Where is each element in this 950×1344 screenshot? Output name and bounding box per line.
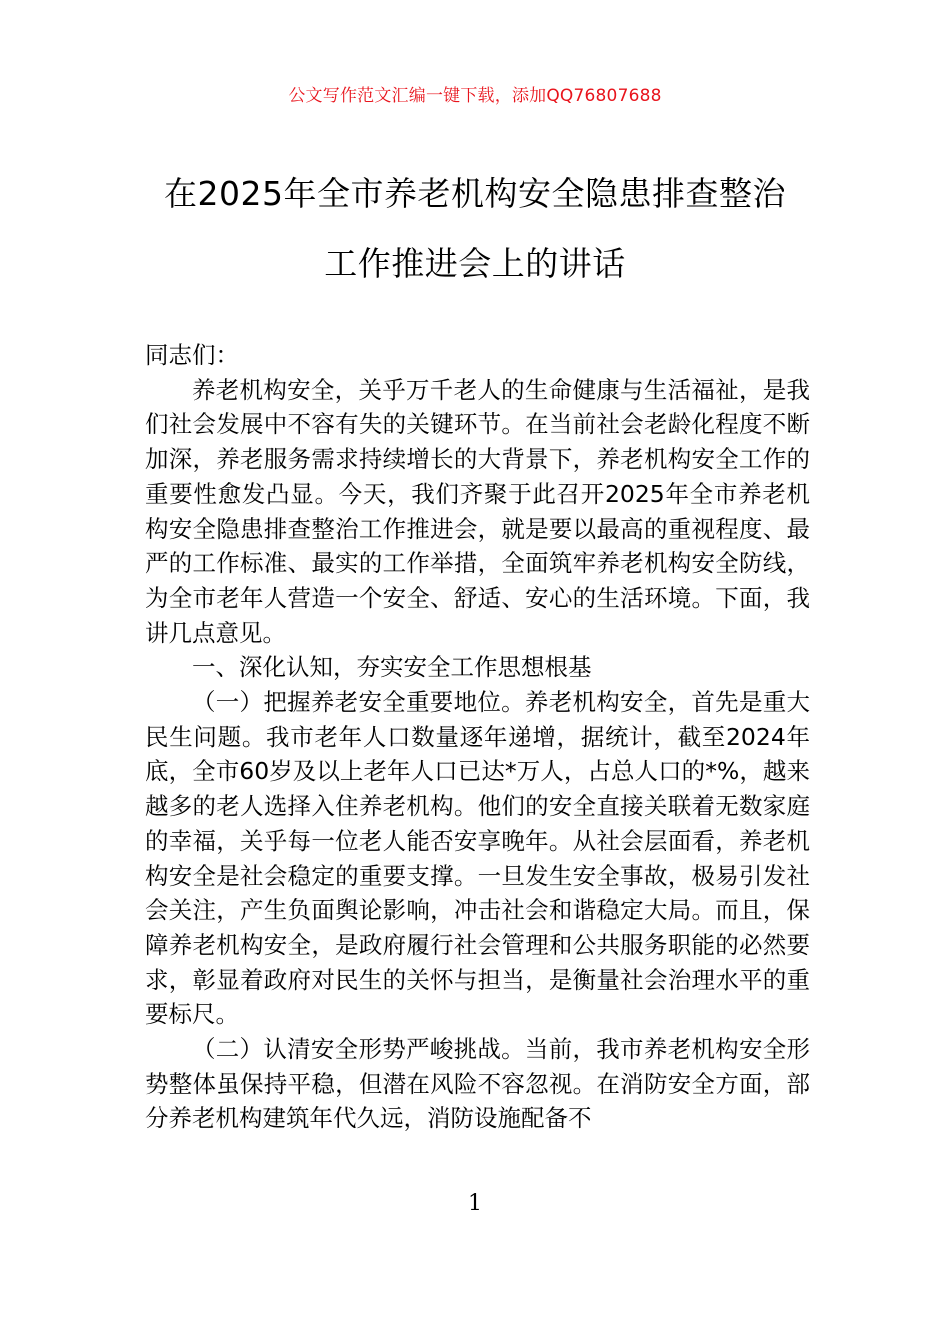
document-title-line-1: 在2025年全市养老机构安全隐患排查整治: [164, 174, 786, 213]
page-number: 1: [468, 1191, 482, 1216]
paragraph-subsection-1: （一）把握养老安全重要地位。养老机构安全，首先是重大民生问题。我市老年人口数量逐年递增，据统计，截至2024年底，全市60岁及以上老年人口已达*万人，占总人口的*%，越来越多的老人选择入住养老机构。他们的安全直接关联着无数家庭的幸福，关乎每一位老人能否安享晚年。从社会层面看，养老机构安全是社会稳定的重要支撑。一旦发生安全事故，极易引发社会关注，产生负面舆论影响，冲击社会和谐稳定大局。而且，保障养老机构安全，是政府履行社会管理和公共服务职能的必然要求，彰显着政府对民生的关怀与担当，是衡量社会治理水平的重要标尺。: [145, 688, 810, 1029]
paragraph-subsection-2: （二）认清安全形势严峻挑战。当前，我市养老机构安全形势整体虽保持平稳，但潜在风险不容忽视。在消防安全方面，部分养老机构建筑年代久远，消防设施配备不: [145, 1035, 810, 1133]
promo-header-text: 公文写作范文汇编一键下载，添加QQ76807688: [288, 86, 662, 106]
document-body: [145, 338, 810, 1136]
salutation: 同志们：: [145, 341, 239, 369]
document-title-line-2: 工作推进会上的讲话: [324, 244, 626, 283]
section-heading-1: 一、深化认知，夯实安全工作思想根基: [192, 653, 592, 682]
paragraph-intro: 养老机构安全，关乎万千老人的生命健康与生活福祉，是我们社会发展中不容有失的关键环节。在当前社会老龄化程度不断加深，养老服务需求持续增长的大背景下，养老机构安全工作的重要性愈发凸显。今天，我们齐聚于此召开2025年全市养老机构安全隐患排查整治工作推进会，就是要以最高的重视程度、最严的工作标准、最实的工作举措，全面筑牢养老机构安全防线，为全市老年人营造一个安全、舒适、安心的生活环境。下面，我讲几点意见。: [145, 375, 810, 647]
